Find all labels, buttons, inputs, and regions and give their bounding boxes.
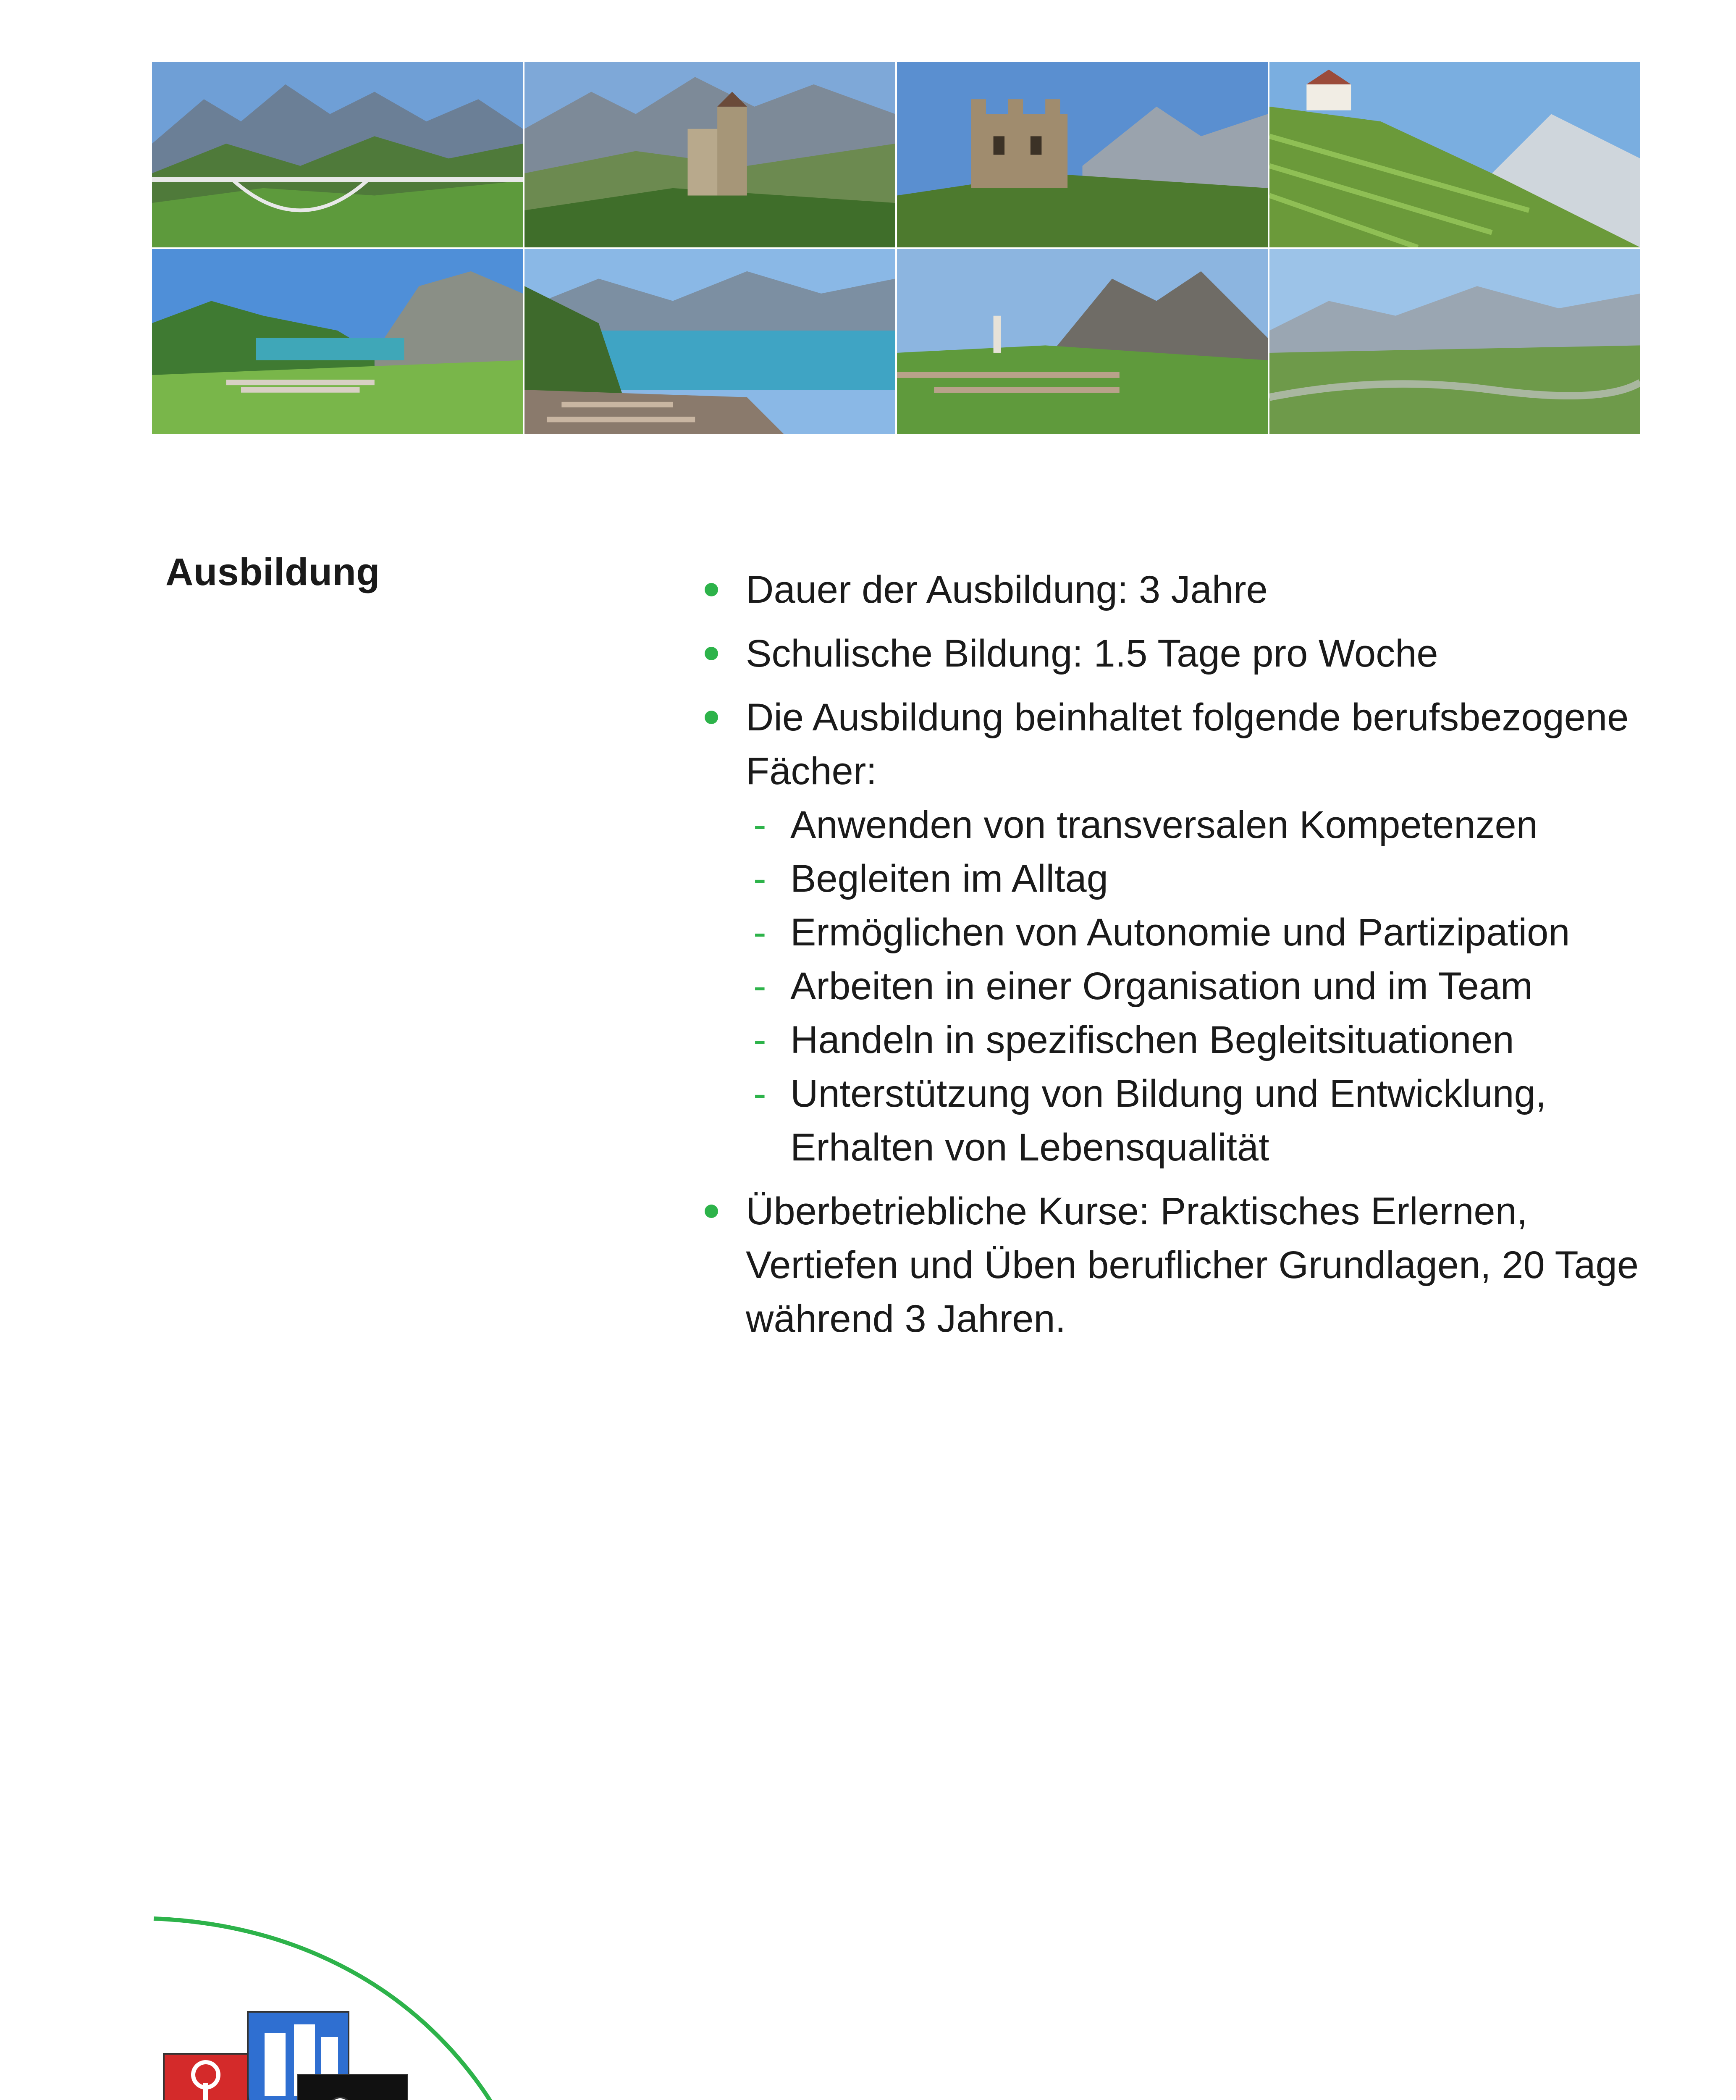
list-item bbox=[697, 627, 1646, 680]
dash-marker: - bbox=[753, 965, 766, 1008]
list-item bbox=[697, 563, 1646, 617]
vineyard-church-photo bbox=[1269, 62, 1640, 247]
training-details-list bbox=[697, 563, 1646, 1356]
green-dot-icon bbox=[705, 583, 718, 596]
subject-text: Ermöglichen von Autonomie und Partizipation bbox=[790, 911, 1570, 954]
list-item-text: Schulische Bildung: 1.5 Tage pro Woche bbox=[746, 632, 1438, 675]
dash-marker: - bbox=[753, 911, 766, 954]
subject-text: Begleiten im Alltag bbox=[790, 857, 1108, 900]
subject-item bbox=[746, 798, 1646, 852]
lake-town-photo bbox=[524, 249, 895, 434]
castle-sargans-photo bbox=[524, 62, 895, 247]
dash-marker: - bbox=[753, 1018, 766, 1061]
dash-marker: - bbox=[753, 1072, 766, 1115]
subject-item bbox=[746, 1067, 1646, 1174]
village-mountain-photo bbox=[897, 249, 1268, 434]
green-dot-icon bbox=[705, 647, 718, 660]
subject-item bbox=[746, 1013, 1646, 1067]
crest-goose-icon bbox=[298, 2075, 407, 2100]
subject-list bbox=[746, 798, 1646, 1174]
crest-red-crozier-icon bbox=[164, 2054, 248, 2100]
list-item-text: Die Ausbildung beinhaltet folgende berufsbezogene Fächer: bbox=[746, 696, 1629, 793]
subject-text: Anwenden von transversalen Kompetenzen bbox=[790, 803, 1538, 846]
green-dot-icon bbox=[705, 711, 718, 724]
municipal-coats-of-arms-logo bbox=[160, 2003, 504, 2100]
subject-text: Arbeiten in einer Organisation und im Team bbox=[790, 965, 1533, 1008]
list-item bbox=[697, 1184, 1646, 1346]
subject-text: Handeln in spezifischen Begleitsituationen bbox=[790, 1018, 1514, 1061]
subject-text: Unterstützung von Bildung und Entwicklung, Erhalten von Lebensqualität bbox=[790, 1072, 1547, 1169]
dash-marker: - bbox=[753, 803, 766, 846]
list-item bbox=[697, 690, 1646, 1174]
green-dot-icon bbox=[705, 1205, 718, 1218]
castle-ruin-photo bbox=[897, 62, 1268, 247]
subject-item bbox=[746, 852, 1646, 906]
section-title: Ausbildung bbox=[165, 551, 380, 593]
subject-item bbox=[746, 959, 1646, 1013]
subject-item bbox=[746, 906, 1646, 959]
dash-marker: - bbox=[753, 857, 766, 900]
rhine-valley-photo bbox=[1269, 249, 1640, 434]
list-item-text: Überbetriebliche Kurse: Praktisches Erlernen, Vertiefen und Üben beruflicher Grundlagen, 20 Tage während 3 Jahren. bbox=[746, 1190, 1639, 1340]
bridge-alpine-valley-photo bbox=[152, 62, 523, 247]
photo-banner bbox=[152, 62, 1640, 434]
walensee-village-photo bbox=[152, 249, 523, 434]
list-item-text: Dauer der Ausbildung: 3 Jahre bbox=[746, 568, 1268, 611]
